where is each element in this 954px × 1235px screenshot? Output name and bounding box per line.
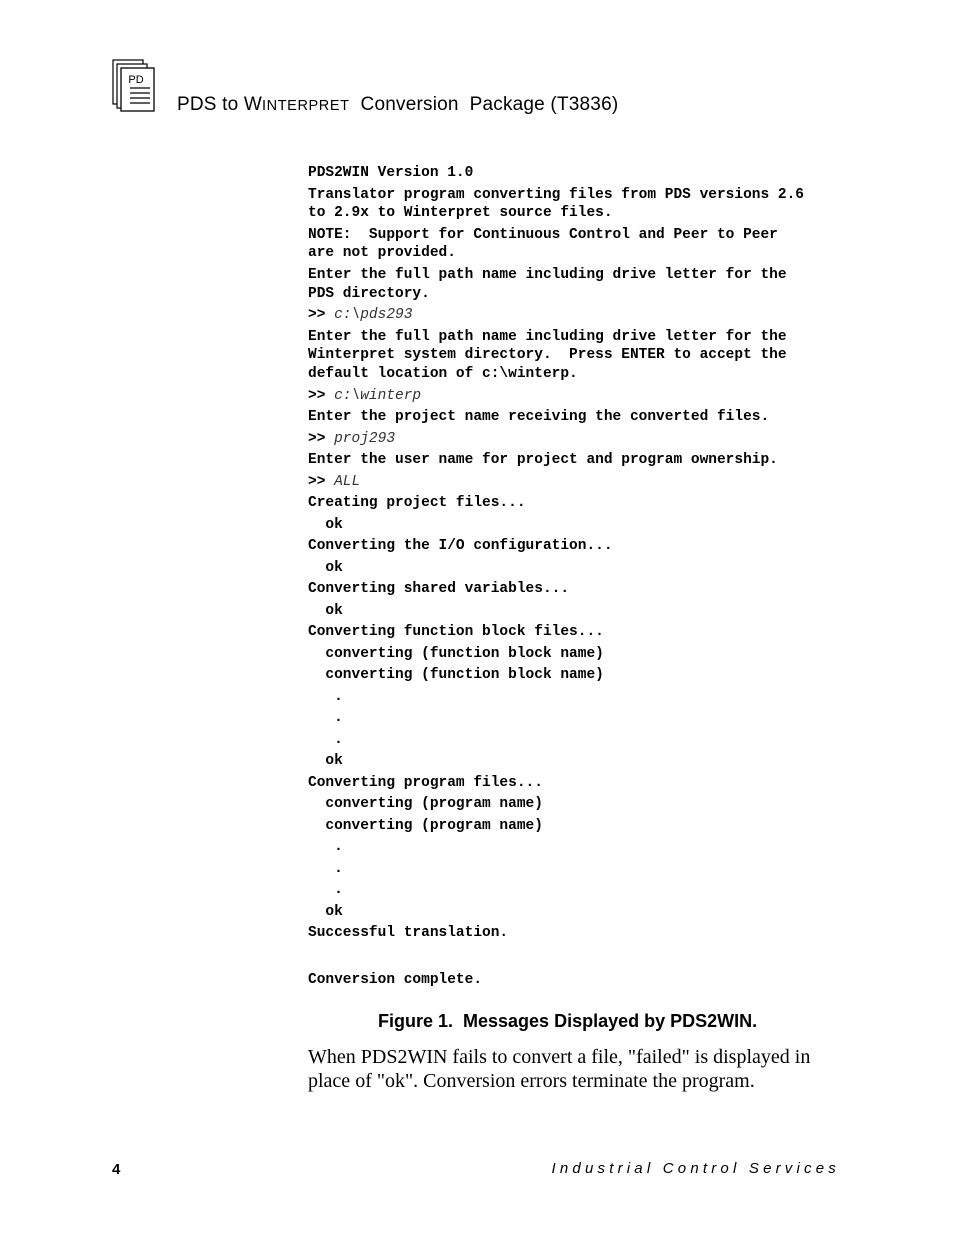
console-line: ok	[308, 753, 343, 770]
console-line: Converting program files...	[308, 774, 543, 791]
console-line: Converting function block files...	[308, 624, 604, 641]
console-line: converting (program name)	[308, 817, 543, 834]
pd-document-stack-logo	[112, 59, 156, 113]
console-line: .	[308, 710, 343, 727]
console-line: Translator program converting files from PDS versions 2.6 to 2.9x to Winterpret source files.	[308, 186, 804, 222]
user-input-text: proj293	[334, 430, 396, 447]
console-line: .	[308, 860, 343, 877]
console-line: Enter the user name for project and program ownership.	[308, 452, 778, 469]
console-line: Creating project files...	[308, 495, 526, 512]
console-prompt-line	[308, 387, 868, 406]
header-title-part2: Conversion Package (T3836)	[349, 94, 619, 115]
console-line: Converting the I/O configuration...	[308, 538, 613, 555]
console-line: ok	[308, 559, 343, 576]
user-input-text: ALL	[334, 473, 361, 490]
prompt-marker: >>	[308, 430, 335, 447]
user-input-text: c:\pds293	[334, 307, 413, 324]
console-line: Converting shared variables...	[308, 581, 570, 598]
footer-company-name: Industrial Control Services	[551, 1160, 840, 1177]
console-output-listing	[308, 164, 868, 989]
console-prompt-line	[308, 306, 868, 325]
console-line: PDS2WIN Version 1.0	[308, 165, 474, 181]
body-paragraph: When PDS2WIN fails to convert a file, "failed" is displayed in place of "ok". Conversion errors terminate the program.	[308, 1046, 811, 1092]
console-line: ok	[308, 903, 343, 920]
prompt-marker: >>	[308, 473, 335, 490]
page-header-title	[177, 94, 618, 116]
console-line: ok	[308, 516, 343, 533]
console-line: converting (function block name)	[308, 667, 604, 684]
console-line: Enter the full path name including drive letter for the PDS directory.	[308, 266, 787, 302]
console-line: .	[308, 839, 343, 856]
page-number: 4	[112, 1161, 121, 1178]
console-line: ok	[308, 602, 343, 619]
prompt-marker: >>	[308, 387, 335, 404]
figure-caption: Figure 1. Messages Displayed by PDS2WIN.	[378, 1011, 758, 1031]
console-line: NOTE: Support for Continuous Control and Peer to Peer are not provided.	[308, 226, 778, 262]
console-line: Conversion complete.	[308, 971, 483, 988]
console-line: Enter the full path name including drive letter for the Winterpret system directory. Press ENTER to accept the default location of c:\winterp.	[308, 328, 787, 383]
header-title-smallcaps: INTERPRET	[262, 98, 350, 114]
console-line: Successful translation.	[308, 925, 509, 942]
console-line: Enter the project name receiving the converted files.	[308, 409, 770, 426]
user-input-text: c:\winterp	[334, 387, 422, 404]
console-line: .	[308, 688, 343, 705]
header-title-part1: PDS to W	[177, 94, 263, 115]
logo-label: PD	[128, 74, 144, 86]
console-line: converting (program name)	[308, 796, 543, 813]
console-line: converting (function block name)	[308, 645, 604, 662]
console-line: .	[308, 731, 343, 748]
console-line: .	[308, 882, 343, 899]
prompt-marker: >>	[308, 307, 335, 324]
console-prompt-line	[308, 430, 868, 449]
console-prompt-line	[308, 473, 868, 492]
